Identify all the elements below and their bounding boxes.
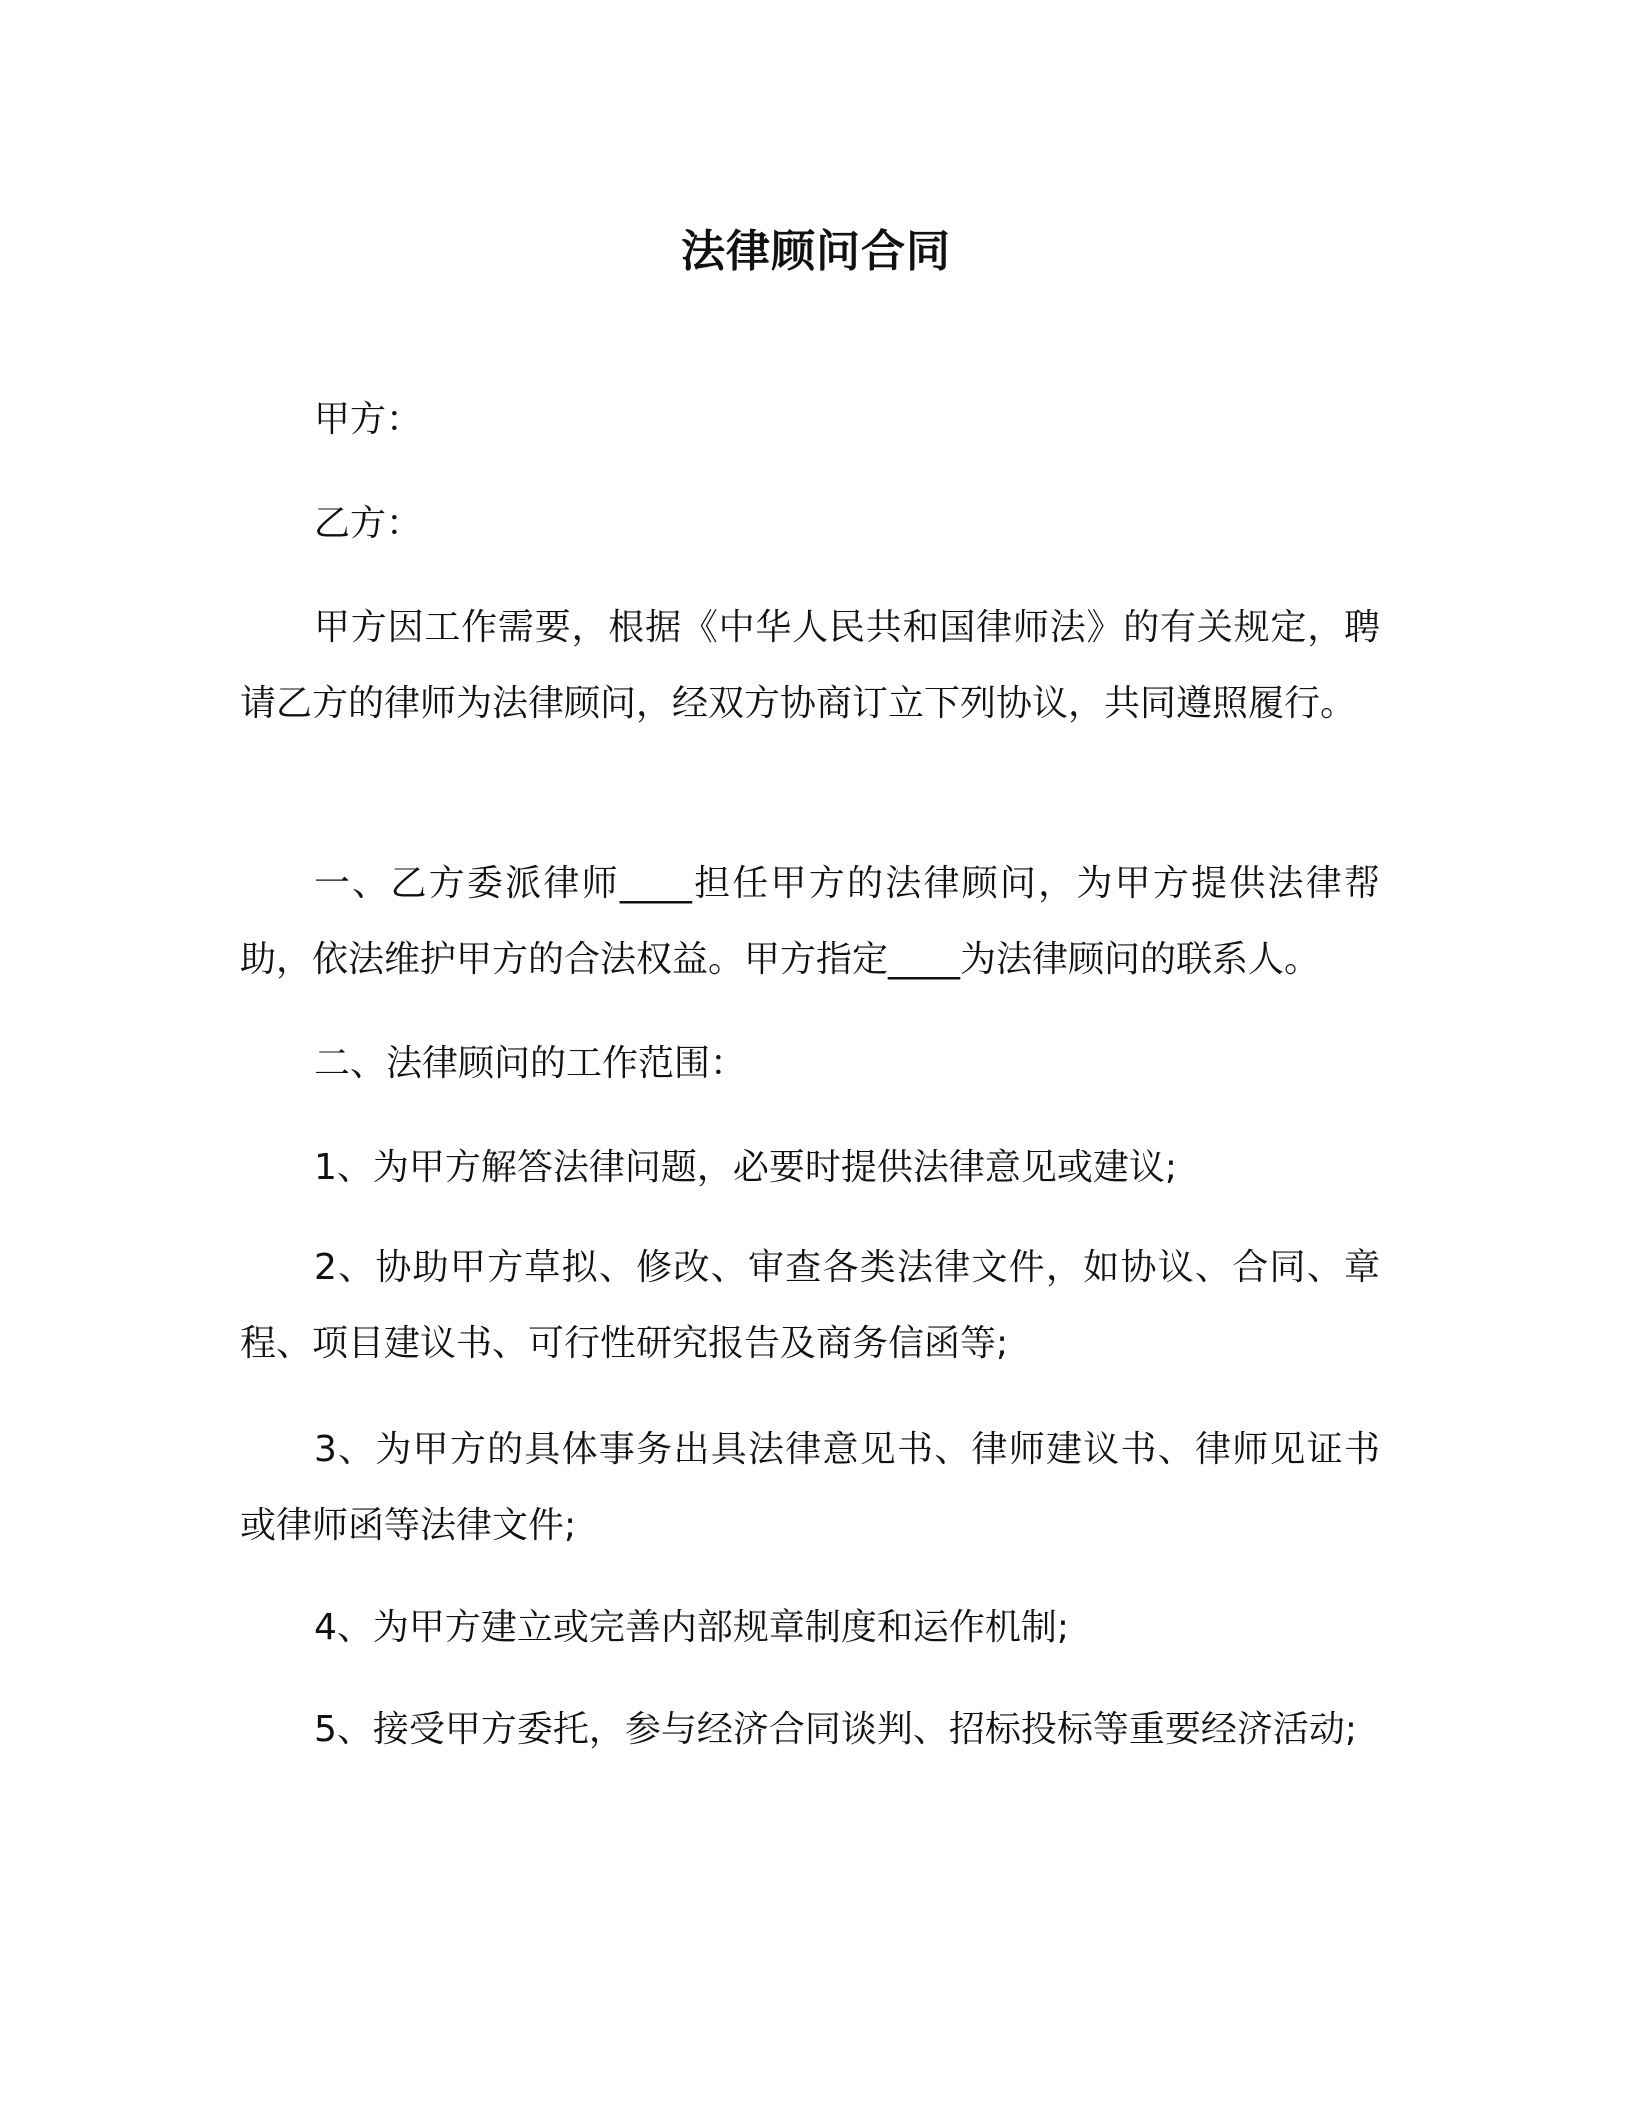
scope-item-4: 4、为甲方建立或完善内部规章制度和运作机制;	[314, 1607, 1070, 1648]
clause-1-paragraph: 一、乙方委派律师____担任甲方的法律顾问，为甲方提供法律帮助，依法维护甲方的合法权益。甲方指定____为法律顾问的联系人。	[240, 863, 1380, 980]
party-b-line: 乙方：	[314, 503, 423, 544]
document-title: 法律顾问合同	[681, 226, 951, 277]
scope-item-3: 3、为甲方的具体事务出具法律意见书、律师建议书、律师见证书或律师函等法律文件;	[240, 1429, 1380, 1546]
scope-item-2: 2、协助甲方草拟、修改、审查各类法律文件，如协议、合同、章程、项目建议书、可行性研究报告及商务信函等;	[240, 1247, 1380, 1364]
clause-2-heading: 二、法律顾问的工作范围：	[314, 1043, 747, 1084]
preamble-paragraph: 甲方因工作需要，根据《中华人民共和国律师法》的有关规定，聘请乙方的律师为法律顾问，经双方协商订立下列协议，共同遵照履行。	[240, 607, 1380, 724]
scope-item-5: 5、接受甲方委托，参与经济合同谈判、招标投标等重要经济活动;	[314, 1709, 1358, 1750]
scope-item-1: 1、为甲方解答法律问题，必要时提供法律意见或建议;	[314, 1147, 1178, 1188]
party-a-line: 甲方：	[314, 399, 423, 440]
